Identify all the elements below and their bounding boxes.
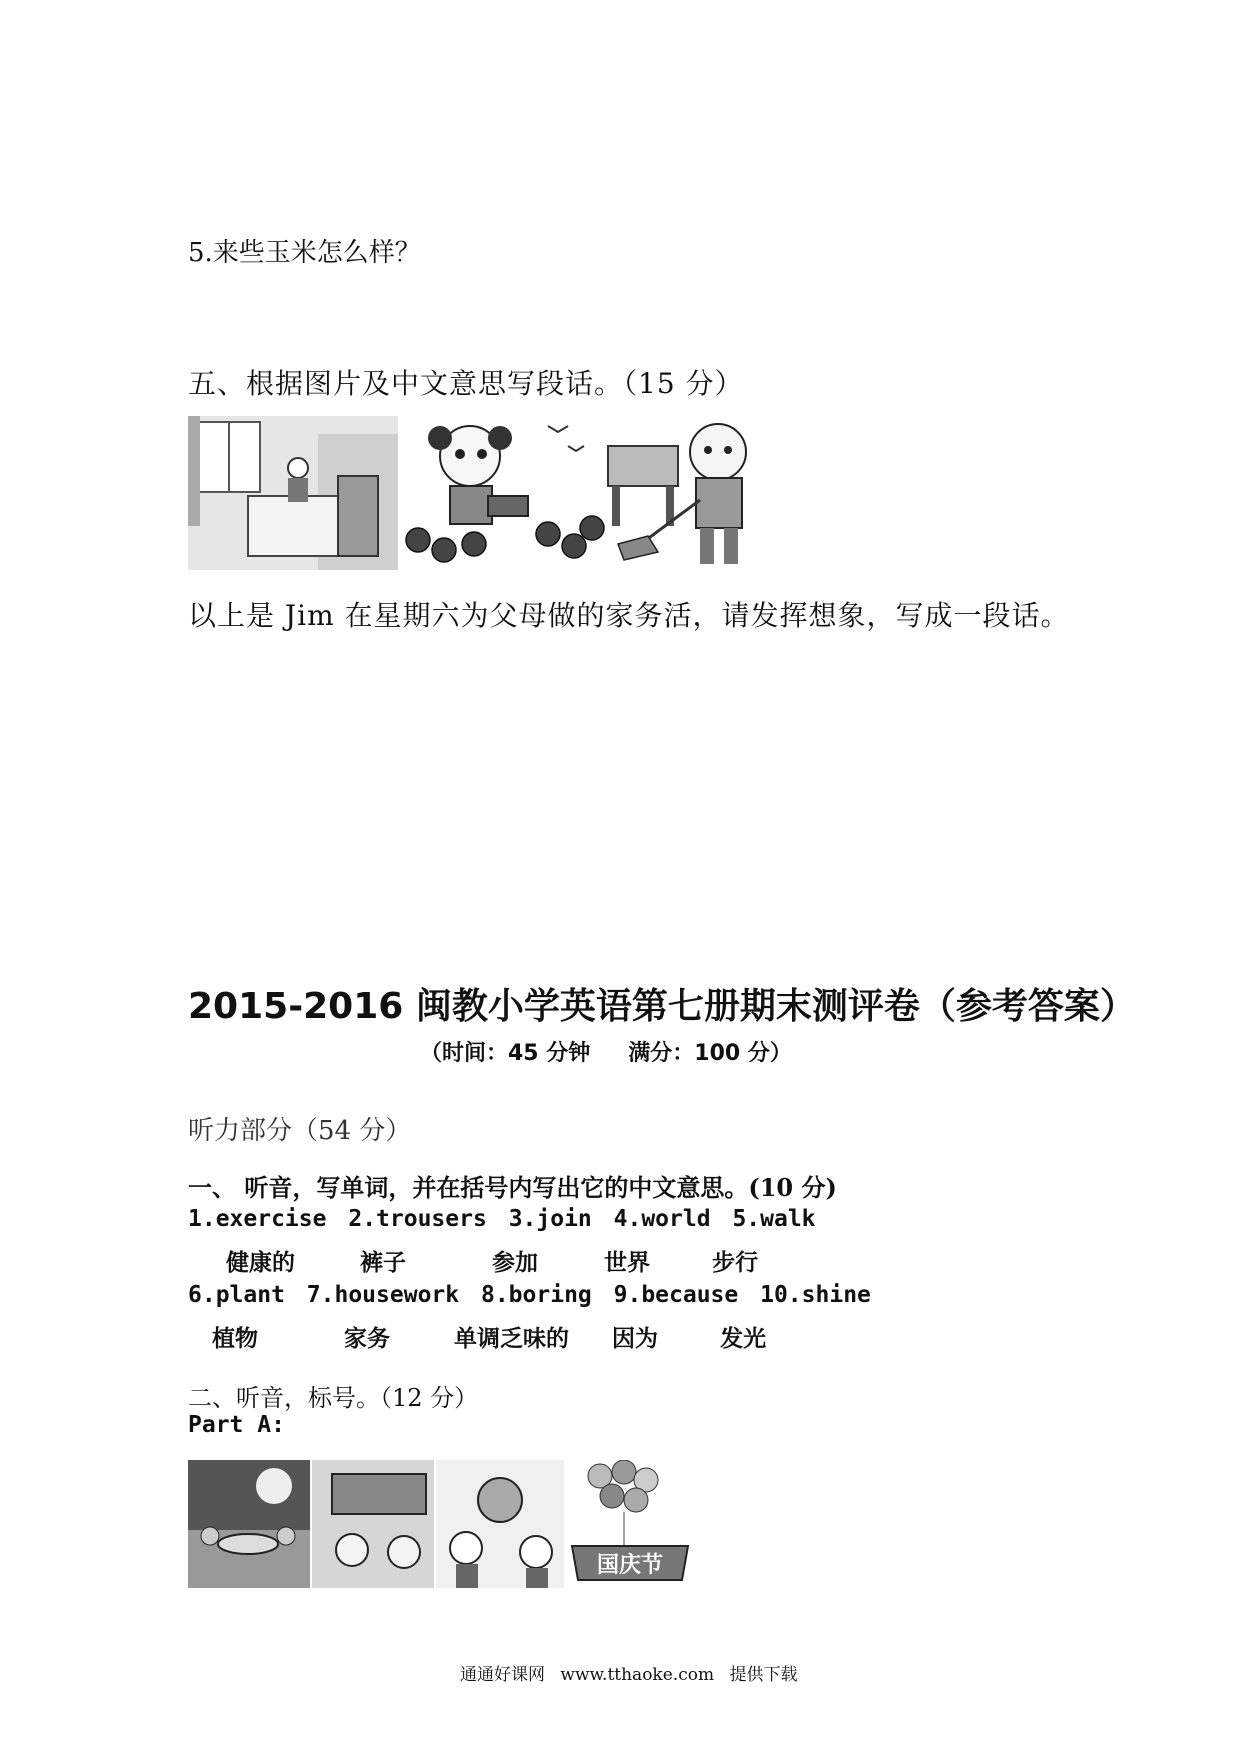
footer-site-name: 通通好课网: [460, 1665, 545, 1685]
answer-word: 2.trousers: [348, 1206, 487, 1232]
answer-word: 3.join: [508, 1206, 592, 1232]
mid-autumn-picture: [188, 1460, 310, 1588]
listening-section-heading: 听力部分（54 分）: [188, 1116, 412, 1146]
watering-flowers-picture: [406, 426, 604, 562]
national-day-label: 国庆节: [596, 1553, 664, 1578]
answer-meaning: 家务: [344, 1325, 391, 1352]
answer-meanings-row-2: [188, 1320, 766, 1353]
exam-info: [420, 1036, 830, 1067]
section-5-heading: 五、根据图片及中文意思写段话。（15 分）: [188, 367, 744, 400]
answer-meanings-row-1: [188, 1244, 758, 1277]
footer-suffix: 提供下载: [729, 1665, 798, 1685]
page-footer: [460, 1660, 807, 1685]
thanksgiving-picture: [436, 1460, 564, 1588]
answer-meaning: 步行: [712, 1249, 759, 1276]
answer-key-title: 2015-2016 闽教小学英语第七册期末测评卷（参考答案）: [188, 986, 1136, 1027]
childrens-day-picture: [312, 1460, 434, 1588]
part-a-label: Part A:: [188, 1412, 285, 1438]
footer-url[interactable]: www.tthaoke.com: [560, 1665, 715, 1685]
answer-meaning: 因为: [612, 1325, 659, 1352]
exam-time: （时间：45 分钟: [420, 1041, 591, 1066]
answer-meaning: 健康的: [226, 1249, 295, 1276]
answer-word: 8.boring: [480, 1282, 592, 1308]
answer-meaning: 植物: [212, 1325, 258, 1352]
section-5-description: 以上是 Jim 在星期六为父母做的家务活，请发挥想象，写成一段话。: [188, 599, 1070, 632]
answer-words-row-2: [188, 1282, 879, 1308]
answer-word: 1.exercise: [188, 1206, 327, 1232]
answer-meaning: 裤子: [360, 1249, 407, 1276]
answer-word: 7.housework: [306, 1282, 460, 1308]
sweeping-floor-picture: [608, 424, 746, 564]
answer-words-row-1: [188, 1206, 824, 1232]
question-5: 5.来些玉米怎么样？: [188, 238, 421, 268]
answer-word: 10.shine: [760, 1282, 871, 1308]
part-2-heading: 二、听音，标号。（12 分）: [188, 1384, 479, 1412]
answer-meaning: 单调乏味的: [454, 1325, 570, 1352]
festival-illustration-row: [188, 1460, 698, 1588]
answer-word: 5.walk: [732, 1206, 816, 1232]
part-1-heading: 一、 听音，写单词，并在括号内写出它的中文意思。(10 分): [188, 1173, 837, 1202]
answer-meaning: 发光: [720, 1325, 767, 1352]
exam-total-score: 满分：100 分）: [628, 1041, 792, 1066]
answer-meaning: 世界: [604, 1249, 651, 1276]
answer-meaning: 参加: [492, 1249, 539, 1276]
answer-word: 4.world: [613, 1206, 711, 1232]
national-day-picture: [572, 1460, 688, 1580]
answer-word: 9.because: [613, 1282, 739, 1308]
answer-word: 6.plant: [188, 1282, 285, 1308]
chores-illustration-row: [188, 416, 848, 570]
making-bed-picture: [188, 416, 398, 570]
